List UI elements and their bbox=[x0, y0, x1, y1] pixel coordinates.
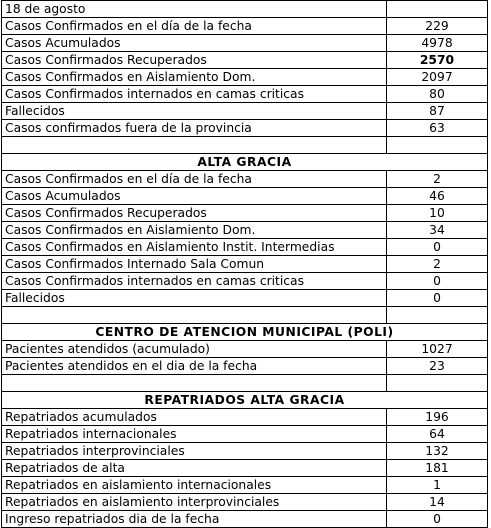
table-row bbox=[2, 171, 488, 188]
row-value: 64 bbox=[387, 426, 488, 443]
table-row bbox=[2, 120, 488, 137]
row-label: Repatriados en aislamiento internacionales bbox=[2, 477, 387, 494]
table-row bbox=[2, 256, 488, 273]
section-header-row bbox=[2, 324, 488, 341]
row-label: Ingreso repatriados dia de la fecha bbox=[2, 511, 387, 528]
section-header-row bbox=[2, 392, 488, 409]
table-row bbox=[2, 35, 488, 52]
table-row bbox=[2, 494, 488, 511]
row-label: Repatriados interprovinciales bbox=[2, 443, 387, 460]
row-value: 4978 bbox=[387, 35, 488, 52]
row-value: 1 bbox=[387, 477, 488, 494]
spacer-cell bbox=[2, 307, 387, 324]
row-label: Casos Confirmados Recuperados bbox=[2, 52, 387, 69]
row-label: Repatriados acumulados bbox=[2, 409, 387, 426]
table-row bbox=[2, 409, 488, 426]
row-value: 0 bbox=[387, 511, 488, 528]
spacer-cell bbox=[387, 137, 488, 154]
row-value: 2570 bbox=[387, 52, 488, 69]
spacer-cell bbox=[387, 375, 488, 392]
row-value: 1027 bbox=[387, 341, 488, 358]
row-label: Repatriados en aislamiento interprovinciales bbox=[2, 494, 387, 511]
row-label: Casos Confirmados en el día de la fecha bbox=[2, 171, 387, 188]
row-value: 2097 bbox=[387, 69, 488, 86]
row-label: Casos Confirmados internados en camas criticas bbox=[2, 273, 387, 290]
row-value: 80 bbox=[387, 86, 488, 103]
row-value: 34 bbox=[387, 222, 488, 239]
row-value: 132 bbox=[387, 443, 488, 460]
row-label: Fallecidos bbox=[2, 103, 387, 120]
row-value: 0 bbox=[387, 290, 488, 307]
section-header-row bbox=[2, 154, 488, 171]
table-row bbox=[2, 188, 488, 205]
table-row bbox=[2, 273, 488, 290]
table-row bbox=[2, 86, 488, 103]
report-table bbox=[1, 0, 488, 528]
table-row bbox=[2, 358, 488, 375]
row-label: Pacientes atendidos (acumulado) bbox=[2, 341, 387, 358]
row-label: Repatriados internacionales bbox=[2, 426, 387, 443]
spacer-row bbox=[2, 375, 488, 392]
table-row bbox=[2, 426, 488, 443]
row-label: Pacientes atendidos en el dia de la fecha bbox=[2, 358, 387, 375]
row-value: 87 bbox=[387, 103, 488, 120]
spacer-row bbox=[2, 307, 488, 324]
table-row bbox=[2, 290, 488, 307]
row-label: Casos Confirmados internados en camas criticas bbox=[2, 86, 387, 103]
spacer-cell bbox=[387, 307, 488, 324]
table-row bbox=[2, 103, 488, 120]
row-label: Casos Confirmados Internado Sala Comun bbox=[2, 256, 387, 273]
spacer-row bbox=[2, 137, 488, 154]
table-row bbox=[2, 443, 488, 460]
row-label: Casos confirmados fuera de la provincia bbox=[2, 120, 387, 137]
row-label: Casos Acumulados bbox=[2, 35, 387, 52]
table-row bbox=[2, 69, 488, 86]
row-value: 63 bbox=[387, 120, 488, 137]
row-value: 0 bbox=[387, 273, 488, 290]
row-value: 46 bbox=[387, 188, 488, 205]
row-label: Casos Confirmados en Aislamiento Dom. bbox=[2, 69, 387, 86]
row-label: Casos Confirmados Recuperados bbox=[2, 205, 387, 222]
row-value: 23 bbox=[387, 358, 488, 375]
table-row bbox=[2, 52, 488, 69]
row-value: 2 bbox=[387, 171, 488, 188]
row-label: Casos Acumulados bbox=[2, 188, 387, 205]
table-row bbox=[2, 511, 488, 528]
row-value: 229 bbox=[387, 18, 488, 35]
row-label: Casos Confirmados en Aislamiento Dom. bbox=[2, 222, 387, 239]
row-label: Casos Confirmados en Aislamiento Instit. Intermedias bbox=[2, 239, 387, 256]
date-row bbox=[2, 1, 488, 18]
table-row bbox=[2, 205, 488, 222]
row-value: 2 bbox=[387, 256, 488, 273]
row-value: 181 bbox=[387, 460, 488, 477]
table-row bbox=[2, 222, 488, 239]
row-value: 0 bbox=[387, 239, 488, 256]
table-row bbox=[2, 460, 488, 477]
row-label: Repatriados de alta bbox=[2, 460, 387, 477]
section-title: REPATRIADOS ALTA GRACIA bbox=[2, 392, 488, 409]
table-row bbox=[2, 341, 488, 358]
row-value: 196 bbox=[387, 409, 488, 426]
table-row bbox=[2, 239, 488, 256]
section-title: CENTRO DE ATENCION MUNICIPAL (POLI) bbox=[2, 324, 488, 341]
table-row bbox=[2, 477, 488, 494]
row-value: 14 bbox=[387, 494, 488, 511]
row-label: Fallecidos bbox=[2, 290, 387, 307]
empty-cell bbox=[387, 1, 488, 18]
row-label: Casos Confirmados en el día de la fecha bbox=[2, 18, 387, 35]
date-cell: 18 de agosto bbox=[2, 1, 387, 18]
table-row bbox=[2, 18, 488, 35]
section-title: ALTA GRACIA bbox=[2, 154, 488, 171]
spacer-cell bbox=[2, 137, 387, 154]
spacer-cell bbox=[2, 375, 387, 392]
row-value: 10 bbox=[387, 205, 488, 222]
